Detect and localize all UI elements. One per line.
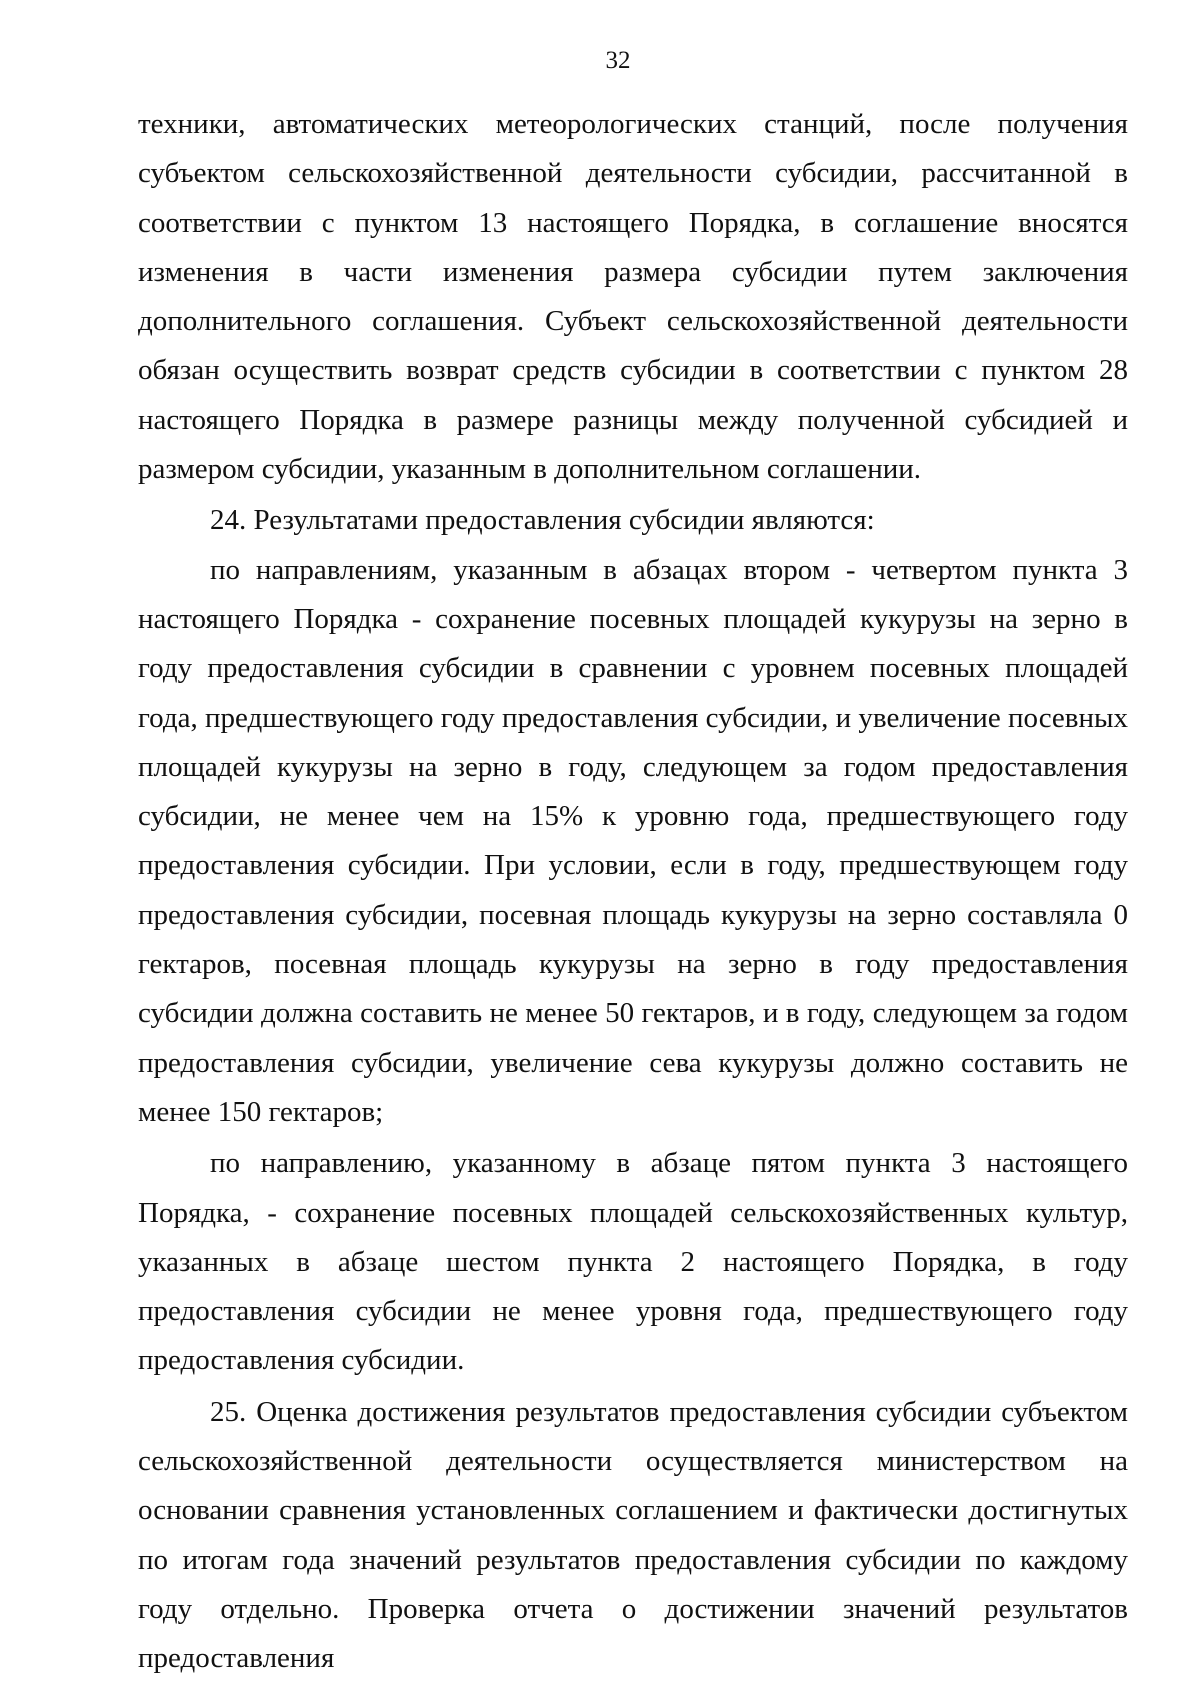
paragraph-results-crops: по направлению, указанному в абзаце пятом пункта 3 настоящего Порядка, - сохранение посевных площадей сельскохозяйственных культур, указанных в абзаце шестом пункта 2 настоящего Порядка, в году предоставления субсидии не менее уровня года, предшествующего году предоставления субсидии. [138,1147,1128,1377]
document-body [138,100,1128,1684]
page-number: 32 [605,47,631,74]
paragraph-item-25: 25. Оценка достижения результатов предоставления субсидии субъектом сельскохозяйственной деятельности осуществляется министерством на основании сравнения установленных соглашением и фактически достигнутых по итогам года значений результатов предоставления субсидии по каждому году отдельно. Проверка отчета о достижении значений результатов предоставления [138,1395,1128,1675]
paragraph-item-24-heading: 24. Результатами предоставления субсидии являются: [210,504,875,537]
paragraph-results-corn: по направлениям, указанным в абзацах втором - четвертом пункта 3 настоящего Порядка - сохранение посевных площадей кукурузы на зерно в году предоставления субсидии в сравнении с уровнем посевных площадей года, предшествующего году предоставления субсидии, и увеличение посевных площадей кукурузы на зерно в году, следующем за годом предоставления субсидии, не менее чем на 15% к уровню года, предшествующего году предоставления субсидии. При условии, если в году, предшествующем году предоставления субсидии, посевная площадь кукурузы на зерно составляла 0 гектаров, посевная площадь кукурузы на зерно в году предоставления субсидии должна составить не менее 50 гектаров, и в году, следующем за годом предоставления субсидии, увеличение сева кукурузы должно составить не менее 150 гектаров; [138,553,1128,1128]
paragraph-continuation: техники, автоматических метеорологических станций, после получения субъектом сельскохозяйственной деятельности субсидии, рассчитанной в соответствии с пунктом 13 настоящего Порядка, в соглашение вносятся изменения в части изменения размера субсидии путем заключения дополнительного соглашения. Субъект сельскохозяйственной деятельности обязан осуществить возврат средств субсидии в соответствии с пунктом 28 настоящего Порядка в размере разницы между полученной субсидией и размером субсидии, указанным в дополнительном соглашении. [138,108,1128,486]
